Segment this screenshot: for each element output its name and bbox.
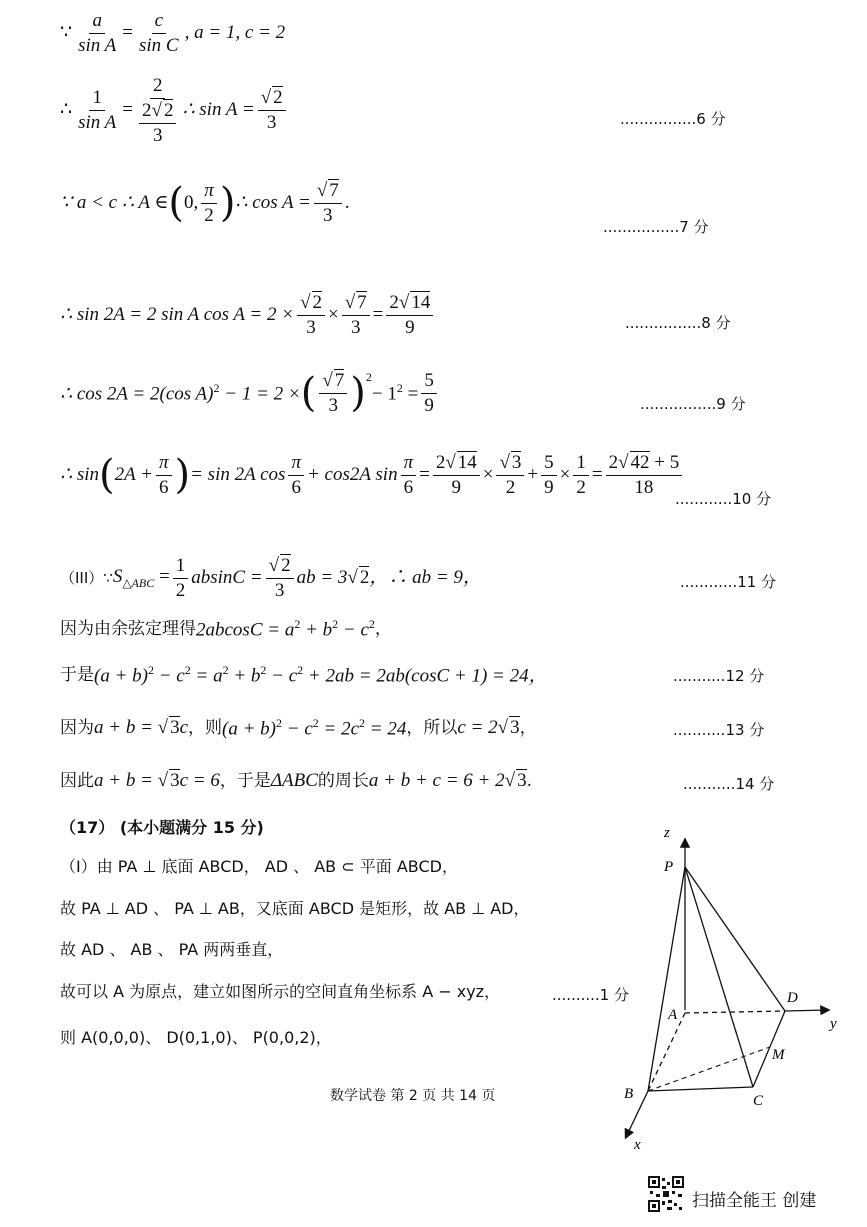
page-footer: 数学试卷 第 2 页 共 14 页	[330, 1088, 496, 1104]
score-14: ...........14 分	[683, 775, 775, 793]
label-C: C	[753, 1093, 764, 1109]
frac-a-sinA: $\frac{a}{\text{sin A}}$	[78, 10, 117, 56]
q17-line-4: 故可以 A 为原点，建立如图所示的空间直角坐标系 A − xyz，	[60, 982, 501, 1001]
score-6: ................6 分	[620, 110, 726, 128]
score-12: ...........12 分	[673, 667, 765, 685]
label-y: y	[830, 1016, 837, 1032]
label-D: D	[787, 990, 798, 1006]
score-10: ............10 分	[675, 490, 772, 508]
frac-c-sinC: $\frac{c}{\text{sin C}}$	[139, 10, 179, 56]
score-7: ................7 分	[603, 218, 709, 236]
label-B: B	[624, 1086, 634, 1102]
score-9: ................9 分	[640, 395, 746, 413]
score-11: ............11 分	[680, 573, 777, 591]
eq-sin2A: ∴ sin 2A = 2 sin A cos A = 2 × $\frac{√ 2}{3}$ × $\frac{√ 7}{3}$ = $\frac{2√ 14}{9}$	[60, 292, 436, 339]
eq-expand: 于是 $(a + b)^2 - c^2 = a^2 + b^2 - c^2 + 2ab = 2ab(\cos C + 1) = 24$，	[60, 663, 548, 687]
label-M: M	[772, 1047, 785, 1063]
eq-area: （III）∵ $S_{\triangle ABC}$ = $\frac{1}{2}$ absinC = $\frac{√ 2}{3}$ ab = 3√ 2 ，∴ ab = 9，	[60, 555, 482, 601]
eq-cos2A: ∴ cos 2A = 2(cos A)$^2$ − 1 = 2 × ( $\frac{√ 7}{3}$ ) 2 − $1^2$ = $\frac{5}{9}$	[60, 370, 440, 417]
label-A: A	[668, 1007, 678, 1023]
q17-line-1: （I）由 PA ⊥ 底面 ABCD， AD 、 AB ⊂ 平面 ABCD，	[60, 857, 458, 876]
eq-sinA: ∴ $\frac{1}{\text{sin A}}$ = $\frac{2}{\frac{2√ 2}{3}}$ ∴ sin A = $\frac{√ 2}{3}$	[60, 75, 289, 147]
eq-perimeter: 因此 a + b = √ 3c = 6 ，于是 ΔABC 的周长 a + b + c = 6 + 2√ 3 .	[60, 770, 532, 792]
eq-sine-law: ∵ $\frac{a}{\text{sin A}}$ = $\frac{c}{\text{sin C}}$ , a = 1, c = 2	[60, 10, 286, 56]
qr-code-icon	[648, 1176, 684, 1212]
q17-line-5: 则 A(0,0,0)、 D(0,1,0)、 P(0,0,2)，	[60, 1028, 332, 1047]
eq-c-value: 因为 a + b = √ 3c ，则 $(a + b)^2 - c^2 = 2c^2 = 24$ ，所以 c = 2√ 3 ，	[60, 716, 537, 740]
scanner-credit: 扫描全能王 创建	[692, 1191, 817, 1211]
q17-line-3: 故 AD 、 AB 、 PA 两两垂直，	[60, 940, 284, 959]
label-z: z	[664, 825, 670, 841]
score-8: ................8 分	[625, 314, 731, 332]
label-x: x	[634, 1137, 641, 1153]
eq-cosA: ∵ a < c ∴ A ∈ ( 0, $\frac{\pi}{2}$ ) ∴ cos A = $\frac{√ 7}{3}$ .	[60, 180, 350, 227]
q17-title: （17） (本小题满分 15 分)	[60, 818, 264, 837]
score-1: ..........1 分	[552, 986, 629, 1004]
label-P: P	[664, 859, 674, 875]
eq-sin-2A-plus-pi6: ∴ sin ( 2A + $\frac{\pi}{6}$ ) = sin 2A cos $\frac{\pi}{6}$ + cos2A sin $\frac{\pi}{6}$ = $\frac{2√ 14}{9}$ × $\frac{√ 3}{2}$ + $\frac{5}{9}$ × $\frac{1}{2}$ = $\frac{2√ 42 + 5}{18}$	[60, 452, 685, 499]
eq-cosine-law: 因为由余弦定理得 $2abcosC = a^2 + b^2 - c^2$ ，	[60, 617, 392, 641]
score-13: ...........13 分	[673, 721, 765, 739]
q17-line-2: 故 PA ⊥ AD 、 PA ⊥ AB，又底面 ABCD 是矩形，故 AB ⊥ AD，	[60, 899, 530, 918]
pyramid-figure	[600, 815, 850, 1155]
